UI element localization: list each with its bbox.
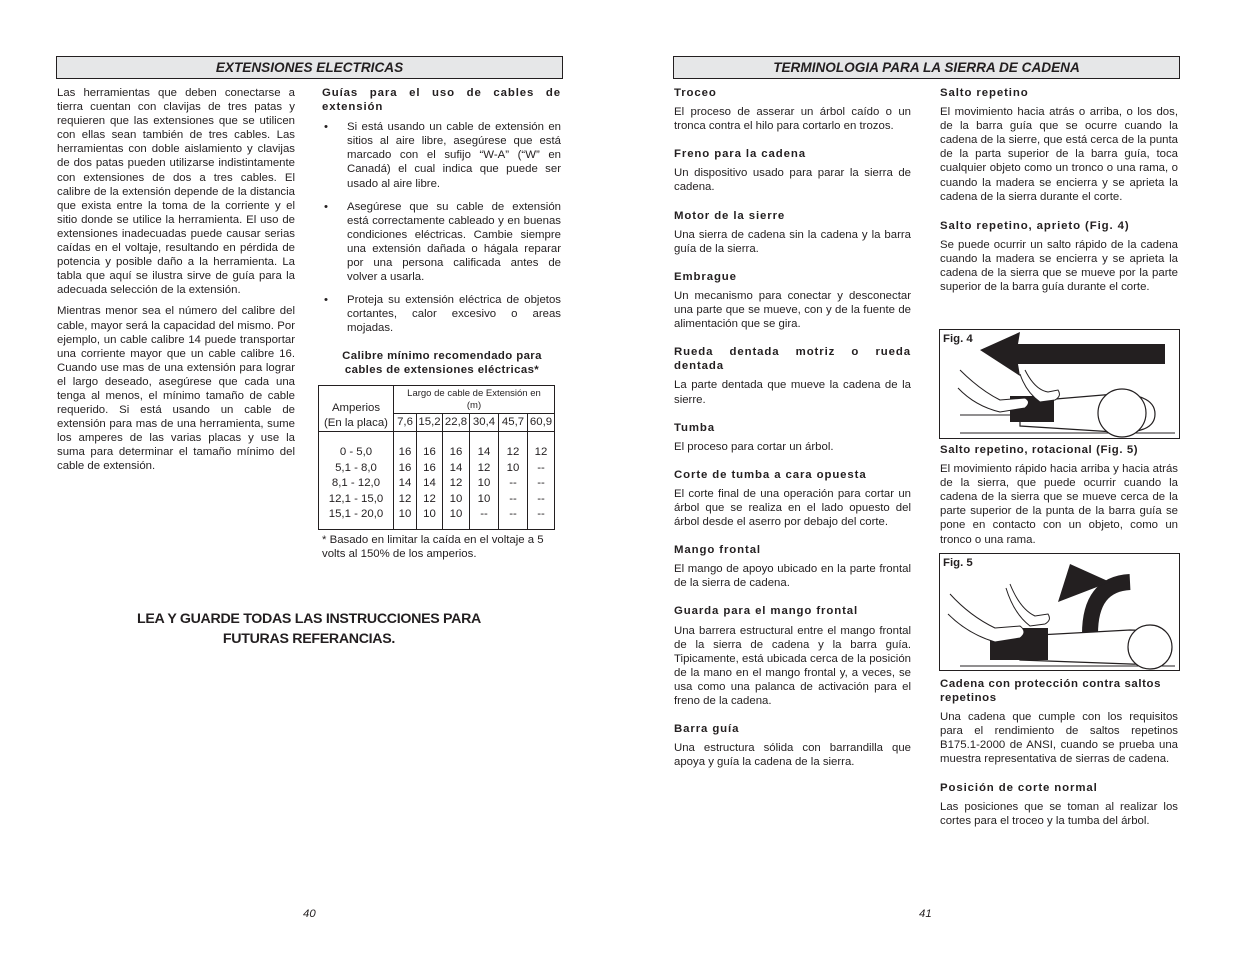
gauge-cell: 12 <box>398 492 412 505</box>
term-title: Tumba <box>674 421 715 434</box>
gauge-cell: 16 <box>398 461 412 474</box>
amps-header-line2: (En la placa) <box>324 416 388 429</box>
term-entry <box>674 345 911 406</box>
term-definition: El proceso para cortar un árbol. <box>674 440 834 453</box>
term-definition: El movimiento hacia atrás o arriba, o los dos, de la barra guía que se ocurre cuando la cadena de la sierre, que está cerca de la punta de la parta superior de la barra guía, toca cualquier objeto como un tronco o una rama, o cuando la madera se encierra y se aprieta la cadena de la sierra durante el corte. <box>940 106 1178 203</box>
notice-line-2: FUTURAS REFERANCIAS. <box>222 631 396 647</box>
table-title: Calibre mínimo recomendado para cables de extensiones eléctricas* <box>342 350 542 377</box>
term-title: Corte de tumba a cara opuesta <box>674 468 867 481</box>
term-title: Troceo <box>674 87 717 99</box>
guide-item <box>322 120 561 190</box>
term-title: Motor de la sierre <box>674 209 786 222</box>
guide-title: Guías para el uso de cables de extensión <box>322 87 561 114</box>
term-title: Freno para la cadena <box>674 148 806 161</box>
gauge-cell: 10 <box>398 508 412 520</box>
guide-item <box>322 200 561 285</box>
gauge-cell: -- <box>537 477 545 489</box>
gauge-column <box>528 432 555 530</box>
term-entry <box>674 722 911 769</box>
guide-item-text: Asegúrese que su cable de extensión está correctamente cableado y en buenas condiciones eléctricas. Cambie siempre una extensión dañada o hágala reparar por una persona calificada antes de volver a usarla. <box>347 200 561 284</box>
term-entry <box>674 209 911 256</box>
amps-header-line1: Amperios <box>331 402 381 415</box>
term-entry <box>674 147 911 194</box>
amps-value: 15,1 - 20,0 <box>328 508 384 520</box>
guide-list <box>322 120 561 335</box>
gauge-cell: 10 <box>477 477 491 489</box>
notice-line-1: LEA Y GUARDE TODAS LAS INSTRUCCIONES PARA <box>136 611 481 627</box>
right-page-header: TERMINOLOGIA PARA LA SIERRA DE CADENA <box>673 56 1180 79</box>
intro-paragraph-2: Mientras menor sea el número del calibre del cable, mayor será la capacidad del mismo. Por ejemplo, un cable calibre 14 puede transportar una corriente mayor que un cable calibre 16. Cuando use mas de una extensión para lograr el largo deseado, asegúrese que cada una tenga al menos, el mínimo tamaño de cable requerido. Si está usando un cable de extensión para mas de una herramienta, sume los amperes de las varias placas y use la suma para determinar el tamaño mínimo del cable de extensión. <box>57 305 295 473</box>
left-page-header: EXTENSIONES ELECTRICAS <box>56 56 563 79</box>
term-entry <box>940 443 1178 547</box>
guide-item <box>322 293 561 335</box>
gauge-cell: -- <box>509 492 517 505</box>
amps-header-cell <box>319 386 394 432</box>
term-entry <box>940 219 1178 294</box>
gauge-column <box>499 432 528 530</box>
length-col-header: 60,9 <box>528 414 555 432</box>
term-definition: Una barrera estructural entre el mango frontal de la sierra de cadena y la barra guía. Tipicamente, está ubicada cerca de la posición de la mano en el mango frontal y, a veces, se usa como una palanca de activación para el freno de la cadena. <box>674 624 911 707</box>
amps-value: 5,1 - 8,0 <box>335 461 377 474</box>
table-footnote: * Basado en limitar la caída en el voltaje a 5 volts al 150% de los amperios. <box>322 534 544 561</box>
term-definition: Una sierra de cadena sin la cadena y la barra guía de la sierra. <box>674 228 911 255</box>
terminology-column-2a <box>940 86 1178 294</box>
term-definition: Las posiciones que se toman al realizar los cortes para el troceo y la tumba del árbol. <box>940 800 1178 827</box>
page-number-right: 41 <box>919 908 932 920</box>
gauge-column <box>443 432 470 530</box>
term-title: Salto repetino, aprieto (Fig. 4) <box>940 219 1130 232</box>
terminology-column-2c <box>940 677 1178 828</box>
amps-value: 8,1 - 12,0 <box>331 477 381 489</box>
term-entry <box>674 604 911 708</box>
term-definition: El corte final de una operación para cortar un árbol que se realiza en el lado opuesto del árbol desde el aserro por debajo del corte. <box>674 487 911 529</box>
save-instructions-notice <box>70 609 548 649</box>
gauge-column <box>470 432 499 530</box>
gauge-cell: -- <box>480 508 488 520</box>
amps-column <box>319 432 394 530</box>
gauge-column <box>417 432 443 530</box>
term-entry <box>674 270 911 331</box>
gauge-cell: 12 <box>534 446 548 458</box>
length-col-header: 15,2 <box>417 414 443 432</box>
guide-item-text: Proteja su extensión eléctrica de objetos cortantes, calor excesivo o areas mojadas. <box>347 294 561 335</box>
term-entry <box>674 86 911 133</box>
gauge-column <box>394 432 417 530</box>
term-title: Cadena con protección contra saltos repetinos <box>940 678 1162 705</box>
gauge-cell: 10 <box>423 508 436 520</box>
length-col-header: 30,4 <box>470 414 499 432</box>
gauge-cell: 14 <box>449 461 463 474</box>
gauge-cell: 12 <box>477 461 491 474</box>
length-col-header: 45,7 <box>499 414 528 432</box>
term-definition: Un mecanismo para conectar y desconectar una parte que se mueve, con y de la fuente de alimentación que se gira. <box>674 289 911 331</box>
gauge-cell: 10 <box>477 492 491 505</box>
gauge-cell: 16 <box>398 446 412 458</box>
gauge-cell: 14 <box>477 446 491 458</box>
term-title: Rueda dentada motriz o rueda dentada <box>674 346 911 373</box>
gauge-cell: 10 <box>449 492 463 505</box>
bullet-glyph: • <box>324 294 328 307</box>
term-definition: Un dispositivo usado para parar la sierra de cadena. <box>674 167 911 194</box>
guide-column <box>322 86 561 345</box>
term-entry <box>940 781 1178 828</box>
term-definition: El mango de apoyo ubicado en la parte frontal de la sierra de cadena. <box>674 563 911 590</box>
fig4-label: Fig. 4 <box>943 333 973 345</box>
term-definition: La parte dentada que mueve la cadena de la sierre. <box>674 379 911 406</box>
gauge-cell: 12 <box>423 492 436 505</box>
bullet-glyph: • <box>324 121 328 134</box>
term-definition: El proceso de asserar un árbol caído o un tronca contra el hilo para cortarlo en trozos. <box>674 106 911 133</box>
gauge-cell: 16 <box>449 446 463 458</box>
gauge-cell: 14 <box>398 477 412 489</box>
term-title: Guarda para el mango frontal <box>674 605 859 618</box>
fig4-pinch-kickback <box>939 329 1180 439</box>
terminology-column-2b <box>940 443 1178 547</box>
fig5-rotational-kickback <box>939 553 1180 671</box>
term-title: Embrague <box>674 270 737 283</box>
term-definition: Una estructura sólida con barrandilla que apoya y guía la cadena de la sierra. <box>674 742 911 769</box>
left-intro-column <box>57 86 295 474</box>
term-entry <box>674 468 911 529</box>
fig5-label: Fig. 5 <box>943 557 973 569</box>
rotational-kickback-illustration <box>940 554 1179 670</box>
term-title: Salto repetino, rotacional (Fig. 5) <box>940 444 1139 456</box>
term-entry <box>674 421 911 454</box>
term-title: Salto repetino <box>940 87 1029 99</box>
bullet-glyph: • <box>324 200 328 213</box>
amps-value: 0 - 5,0 <box>339 446 373 458</box>
gauge-cell: -- <box>537 508 545 520</box>
term-definition: Se puede ocurrir un salto rápido de la cadena cuando la madera se encierra y se aprieta la cadena de la sierra que se mueve por la parte superior de la barra guía durante el corte. <box>940 238 1178 294</box>
gauge-cell: 14 <box>423 477 436 489</box>
length-col-header: 22,8 <box>443 414 470 432</box>
gauge-cell: 16 <box>423 446 436 458</box>
guide-item-text: Si está usando un cable de extensión en sitios al aire libre, asegúrese que está marcado con el sufijo “W-A” (“W” en Canadá) el cual indica que puede ser usado al aire libre. <box>347 121 561 190</box>
term-definition: El movimiento rápido hacia arriba y hacia atrás de la sierra, que puede ocurrir cuando la cadena de la sierra que se mueve cerca de la parte superior de la punta de la barra guía se pone en contacto con un objeto, como un tronco o una rama. <box>940 463 1178 546</box>
gauge-cell: -- <box>509 508 517 520</box>
term-entry <box>674 543 911 590</box>
terminology-column-1 <box>674 86 911 783</box>
length-col-header: 7,6 <box>394 414 417 432</box>
gauge-cell: -- <box>537 492 545 505</box>
extension-cord-table <box>318 385 555 530</box>
gauge-cell: -- <box>537 461 545 474</box>
term-entry <box>940 86 1178 204</box>
gauge-cell: 12 <box>506 446 520 458</box>
term-title: Posición de corte normal <box>940 781 1098 794</box>
gauge-cell: 10 <box>449 508 463 520</box>
page-number-left: 40 <box>303 908 316 920</box>
pinch-kickback-illustration <box>940 330 1179 438</box>
term-definition: Una cadena que cumple con los requisitos para el rendimiento de saltos repetinos B175.1-2000 de ANSI, cuando se prueba una muestra representativa de sierras de cadena. <box>940 711 1178 766</box>
intro-paragraph-1: Las herramientas que deben conectarse a tierra cuentan con clavijas de tres patas y requieren que las extensiones que se utilicen con ellas sean también de tres cables. Las herramientas con doble aislamiento y clavijas de dos patas pueden utilizarse indistintamente con extensiones de dos a tres cables. El calibre de la extensión depende de la distancia que exista entre la toma de la corriente y el sitio donde se utilice la herramienta. El uso de extensiones inadecuadas puede causar serias caídas en el voltaje, resultando en pérdida de potencia y posible daño a la herramienta. La tabla que aquí se ilustra sirve de guía para la adecuada selección de la extensión. <box>57 87 295 297</box>
gauge-cell: 12 <box>449 477 463 489</box>
gauge-cell: 10 <box>506 461 520 474</box>
gauge-cell: -- <box>509 477 517 489</box>
gauge-cell: 16 <box>423 461 436 474</box>
term-title: Barra guía <box>674 723 740 736</box>
amps-value: 12,1 - 15,0 <box>328 492 384 505</box>
term-entry <box>940 677 1178 767</box>
term-title: Mango frontal <box>674 544 761 557</box>
length-header: Largo de cable de Extensión en (m) <box>394 386 555 414</box>
